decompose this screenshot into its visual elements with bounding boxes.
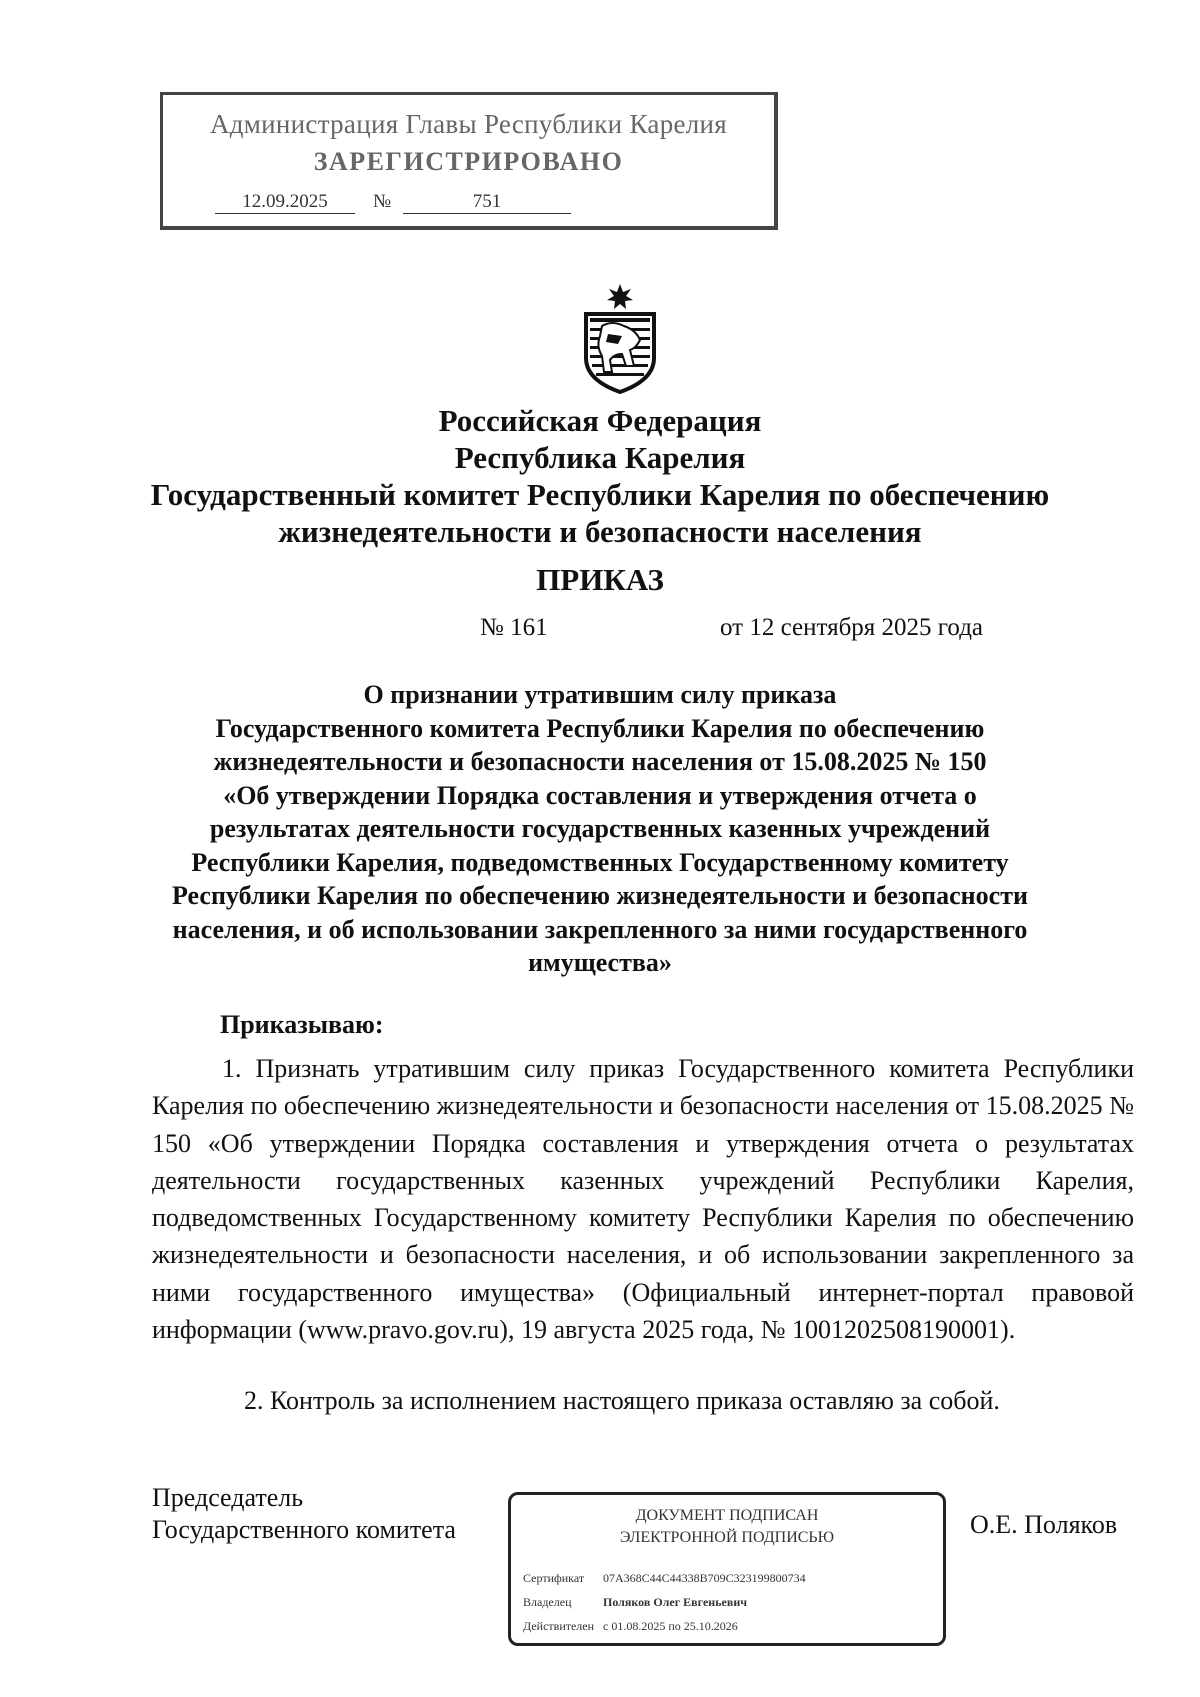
header-country: Российская Федерация	[438, 403, 762, 438]
stamp-organization: Администрация Главы Республики Карелия	[209, 109, 728, 139]
document-subject	[0, 678, 1200, 980]
stamp-number: 751	[403, 191, 571, 214]
signatory-name: О.Е. Поляков	[970, 1510, 1118, 1539]
header-committee-line2: жизнедеятельности и безопасности населения	[278, 514, 922, 549]
stamp-status: ЗАРЕГИСТРИРОВАНО	[313, 147, 624, 176]
document-number: № 161	[480, 614, 548, 641]
subject-line: «Об утверждении Порядка составления и утверждения отчета о	[223, 780, 977, 810]
registration-stamp	[160, 92, 778, 230]
subject-line: Государственного комитета Республики Карелия по обеспечению	[215, 713, 985, 743]
paragraph-1: 1. Признать утратившим силу приказ Государственного комитета Республики Карелия по обеспечению жизнедеятельности и безопасности населения от 15.08.2025 № 150 «Об утверждении Порядка составления и утверждения отчета о результатах деятельности государственных казенных учреждений Республики Карелия, подведомственных Государственному комитету Республики Карелия по обеспечению жизнедеятельности и безопасности населения, и об использовании закрепленного за ними государственного имущества» (Официальный интернет-портал правовой информации (www.pravo.gov.ru), 19 августа 2025 года, № 1001202508190001).	[152, 1054, 1134, 1345]
esig-heading-2: ЭЛЕКТРОННОЙ ПОДПИСЬЮ	[619, 1529, 835, 1546]
document-date: от 12 сентября 2025 года	[720, 614, 984, 641]
esig-certificate-value: 07A368C44C44338B709C323199800734	[603, 1571, 806, 1585]
esig-certificate-label: Сертификат	[523, 1571, 585, 1585]
esig-valid-row	[523, 1619, 738, 1634]
esig-owner-label: Владелец	[523, 1595, 572, 1609]
stamp-date: 12.09.2025	[215, 191, 355, 214]
subject-line: жизнедеятельности и безопасности населения от 15.08.2025 № 150	[213, 747, 987, 776]
esig-owner-row	[523, 1595, 747, 1610]
esig-heading-1: ДОКУМЕНТ ПОДПИСАН	[635, 1507, 819, 1524]
signatory-title-line1: Председатель	[152, 1483, 304, 1512]
document-type: ПРИКАЗ	[536, 562, 664, 597]
subject-line: Республики Карелия по обеспечению жизнедеятельности и безопасности	[172, 881, 1028, 910]
subject-line: результатах деятельности государственных казенных учреждений	[209, 814, 991, 843]
subject-line: населения, и об использовании закрепленного за ними государственного	[172, 914, 1028, 944]
esig-valid-label: Действителен	[523, 1619, 595, 1633]
stamp-number-label: №	[373, 191, 392, 212]
esig-certificate-row	[523, 1571, 806, 1586]
subject-line: О признании утратившим силу приказа	[363, 680, 837, 709]
signatory-title-line2: Государственного комитета	[152, 1515, 456, 1544]
header-republic: Республика Карелия	[454, 440, 746, 475]
signatory-title	[152, 1482, 456, 1546]
subject-line: имущества»	[528, 948, 672, 977]
paragraph-2: 2. Контроль за исполнением настоящего приказа оставляю за собой.	[244, 1386, 1000, 1415]
header-committee-line1: Государственный комитет Республики Карелия по обеспечению	[150, 477, 1050, 512]
subject-line: Республики Карелия, подведомственных Государственному комитету	[191, 847, 1009, 877]
order-verb: Приказываю:	[220, 1010, 384, 1039]
esig-owner-value: Поляков Олег Евгеньевич	[603, 1595, 748, 1609]
karelia-coat-of-arms-icon	[578, 280, 662, 394]
electronic-signature-box	[508, 1492, 946, 1646]
esig-valid-value: с 01.08.2025 по 25.10.2026	[603, 1619, 738, 1633]
